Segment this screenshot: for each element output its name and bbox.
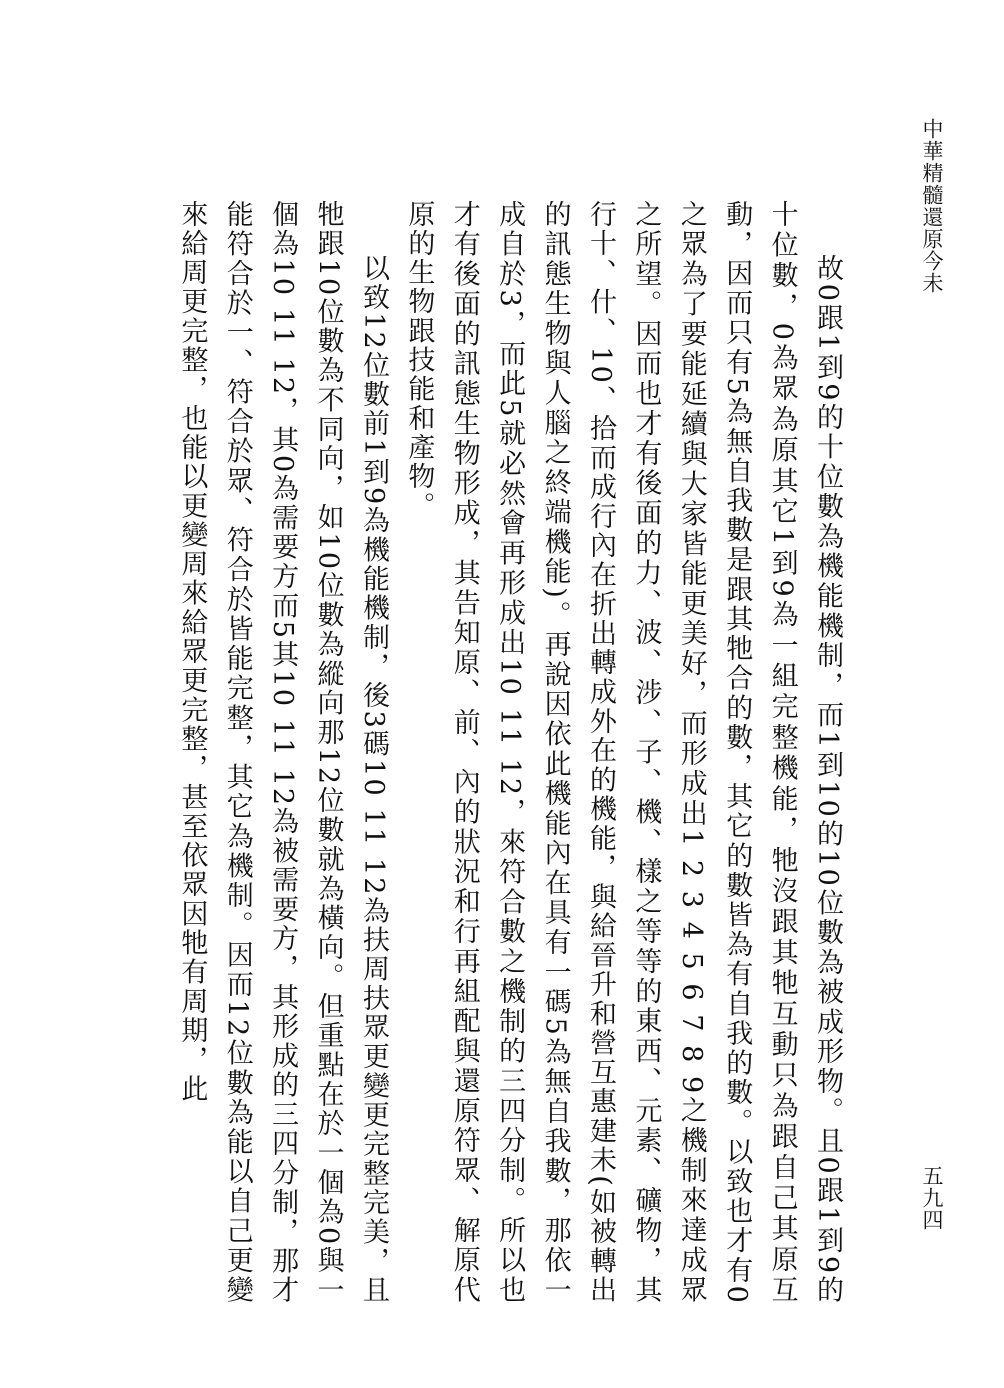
paragraph-1: 故0跟1到9的十位數為機能機制，而1到10的10位數為被成形物。且0跟1到9的十位數，0為眾為原其它1到9為一組完整機能，牠沒跟其牠互動只為跟自己其原互動，因而只有5為無自我數是跟其牠合的數，其它的數皆為有自我的數。以致也才有0之眾為了要能延續與大家皆能更美好，而形成出1 2 3 4 5 6 7 8 9之機制來達成眾之所望。因而也才有後面的力、波、涉、子、機、樣之等等的東西、元素、礦物，其行十、什、10、拾而成行內在折出轉成外在的機能，與給晉升和營互惠建未(如被轉出的訊態生物與人腦之終端機能)。再說因依此機能內在具有一碼5為無自我數，那依一成自於3，而此5就必然會再形成出10 11 12，來符合數之機制的三四分制。所以也才有後面的訊態生物形成，其告知原、前、內的狀況和行再組配與還原符眾、解原代原的生物跟技能和產物。 — [403, 200, 843, 1305]
body-text — [122, 200, 850, 1305]
page-number: 五九四 — [920, 1165, 944, 1231]
paragraph-2: 以致12位數前1到9為機能機制，後3碼10 11 12為扶周扶眾更變更完整完美，且牠跟10位數為不同向，如10位數為縱向那12位數就為橫向。但重點在於一個為0與一個為10 11 12，其0為需要方而5其10 11 12為被需要方，其形成的三四分制，那才能符合於一、符合於眾、符合於皆能完整，其它為機制。因而12位數為能以自己更變來給周更完整，也能以更變周來給眾更完整，甚至依眾因牠有周期，此 — [176, 200, 389, 1305]
running-title: 中華精髓還原今未 — [920, 118, 944, 294]
